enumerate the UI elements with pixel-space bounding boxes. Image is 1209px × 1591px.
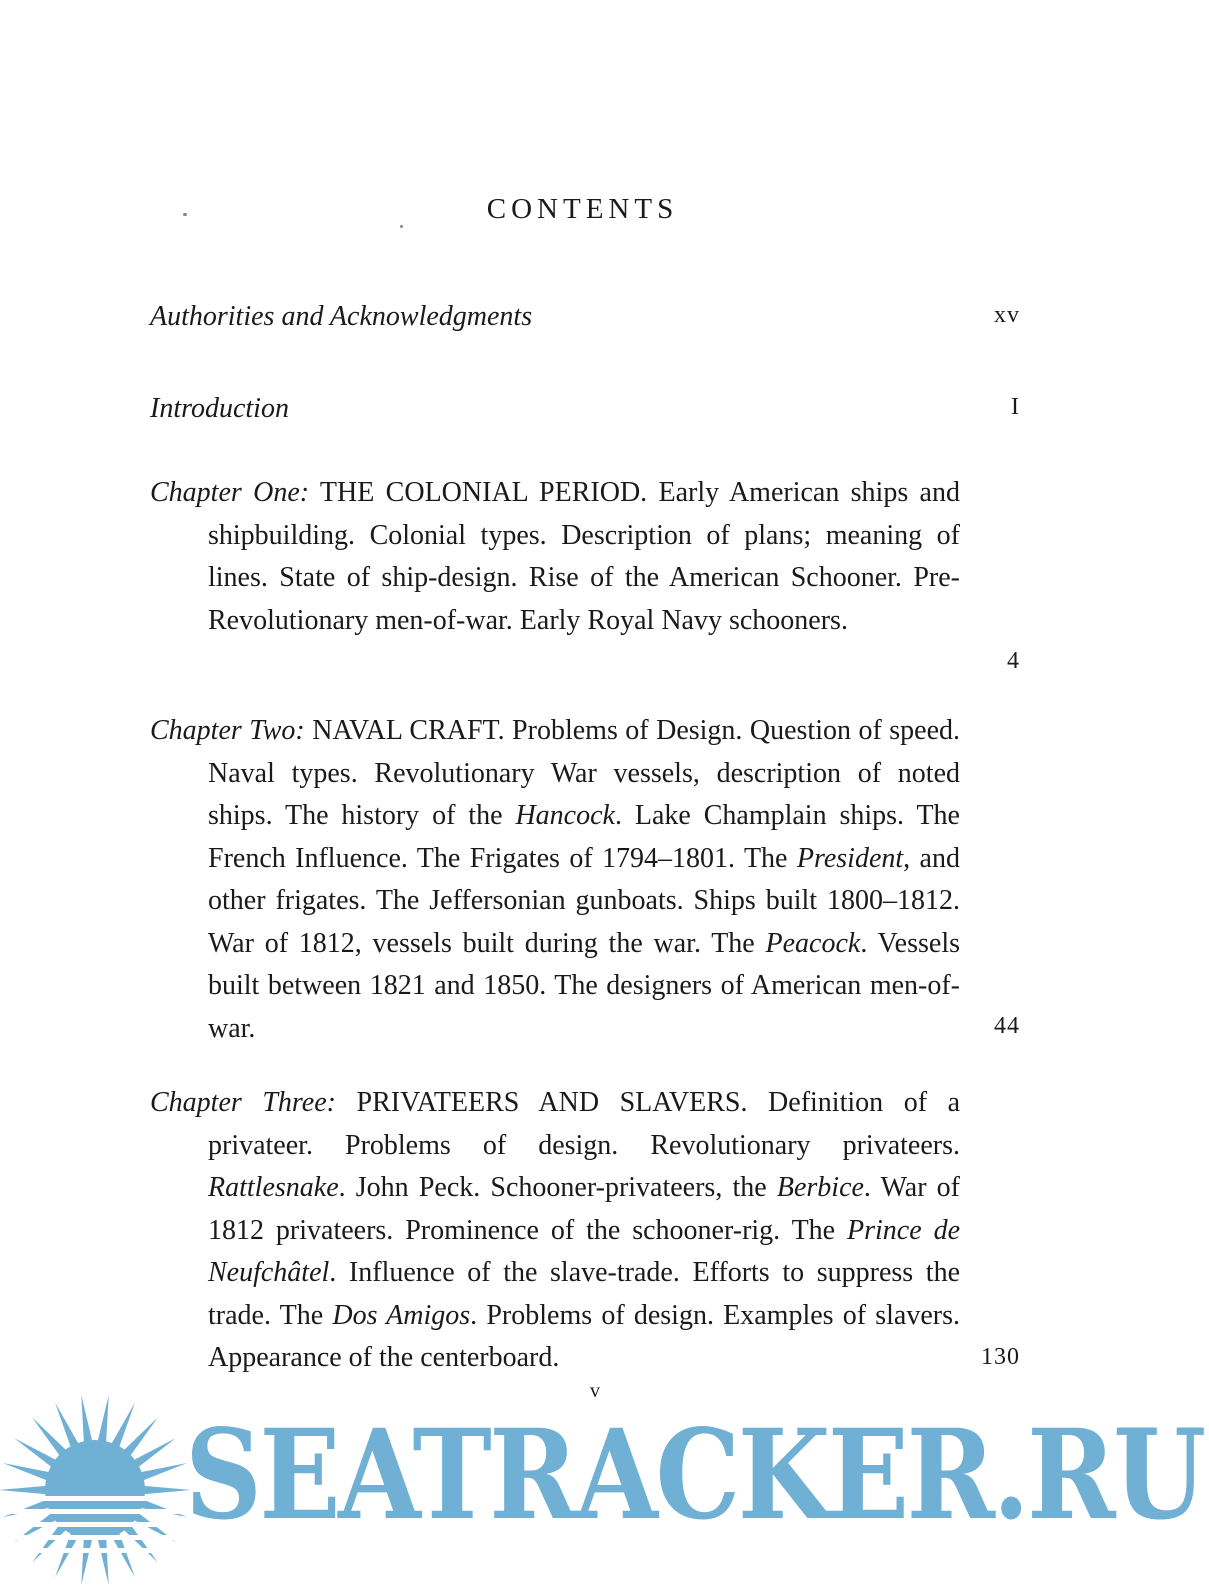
toc-entry-label: Introduction <box>150 393 289 424</box>
chapter-heading: THE COLONIAL PERIOD. <box>319 477 648 508</box>
sun-ray <box>3 1463 50 1481</box>
sun-ray <box>143 1486 191 1495</box>
chapter-description: . Lake Champlain ships. The French Influence. The Frigates of 1794–1801. The <box>208 800 960 874</box>
sun-ray <box>98 1537 109 1585</box>
sun-ray <box>81 1395 92 1443</box>
chapter-label: Chapter Two: <box>150 715 305 746</box>
page-folio: v <box>590 1380 600 1402</box>
sun-ray <box>140 1499 187 1517</box>
ship-name: Dos Amigos <box>332 1299 471 1331</box>
sun-ray <box>0 1486 47 1495</box>
toc-page-number: 4 <box>1007 648 1020 674</box>
chapter-description: . Vessels built between 1821 and 1850. The designers of American men-of-war. <box>208 927 961 1044</box>
sun-ray <box>111 1403 135 1449</box>
chapter-heading: PRIVATEERS AND SLAVERS. <box>356 1087 748 1118</box>
chapter-description: Early American ships and shipbuilding. Colonial types. Description of plans; meaning of lines. State of ship-design. Rise of the American Schooner. Pre-Revolutionary men-of-war. Early Royal Navy schooners. <box>208 477 960 636</box>
toc-entry-chapter-one[interactable] <box>150 472 1020 674</box>
sun-ray <box>81 1537 92 1585</box>
ship-name: Hancock <box>515 800 615 831</box>
chapter-description: . War of 1812 privateers. Prominence of the schooner-rig. The <box>208 1172 960 1246</box>
chapter-description: Definition of a privateer. Problems of design. Revolutionary privateers. <box>208 1087 961 1161</box>
chapter-description: . Influence of the slave-trade. Efforts to suppress the trade. The <box>208 1257 960 1331</box>
toc-page-number: 44 <box>994 1013 1020 1039</box>
chapter-heading: NAVAL CRAFT. <box>312 715 505 746</box>
sun-stripe <box>0 1509 195 1514</box>
toc-entry-authorities[interactable] <box>150 296 1020 339</box>
ship-name: President <box>796 842 904 874</box>
sun-ray <box>98 1395 109 1443</box>
ship-name: Prince de Neufchâtel <box>208 1214 961 1288</box>
toc-page-number: 130 <box>981 1344 1020 1370</box>
ship-name: Peacock <box>765 927 861 959</box>
chapter-label: Chapter One: <box>150 477 310 508</box>
sun-stripe <box>0 1496 195 1501</box>
chapter-description: , and other frigates. The Jeffersonian gunboats. Ships built 1800–1812. War of 1812, vessels built during the war. The <box>208 842 960 959</box>
toc-entry-label: Authorities and Acknowledgments <box>150 301 533 332</box>
chapter-description: Problems of Design. Question of speed. Naval types. Revolutionary War vessels, description of noted ships. The history of the <box>208 715 961 831</box>
sun-stripe <box>0 1535 195 1540</box>
ship-name: Rattlesnake <box>208 1172 339 1203</box>
chapter-description: . John Peck. Schooner-privateers, the <box>338 1172 777 1203</box>
chapter-label: Chapter Three: <box>150 1087 336 1118</box>
toc-entry-introduction[interactable] <box>150 388 1020 431</box>
page-title: CONTENTS <box>486 193 679 225</box>
sun-ray <box>3 1499 50 1517</box>
sun-ray <box>55 1403 79 1449</box>
sun-stripe <box>0 1548 195 1553</box>
ship-name: Berbice <box>776 1172 864 1203</box>
sun-ray <box>140 1463 187 1481</box>
sun-stripe <box>0 1522 195 1527</box>
chapter-description: . Problems of design. Examples of slavers. Appearance of the centerboard. <box>208 1299 960 1373</box>
toc-page-number: I <box>1011 394 1020 420</box>
toc-entry-chapter-two[interactable] <box>150 710 1020 1050</box>
toc-page-number: xv <box>994 302 1020 328</box>
watermark-text: SEATRACKER.RU <box>185 1403 1204 1548</box>
toc-entry-chapter-three[interactable] <box>150 1082 1020 1380</box>
